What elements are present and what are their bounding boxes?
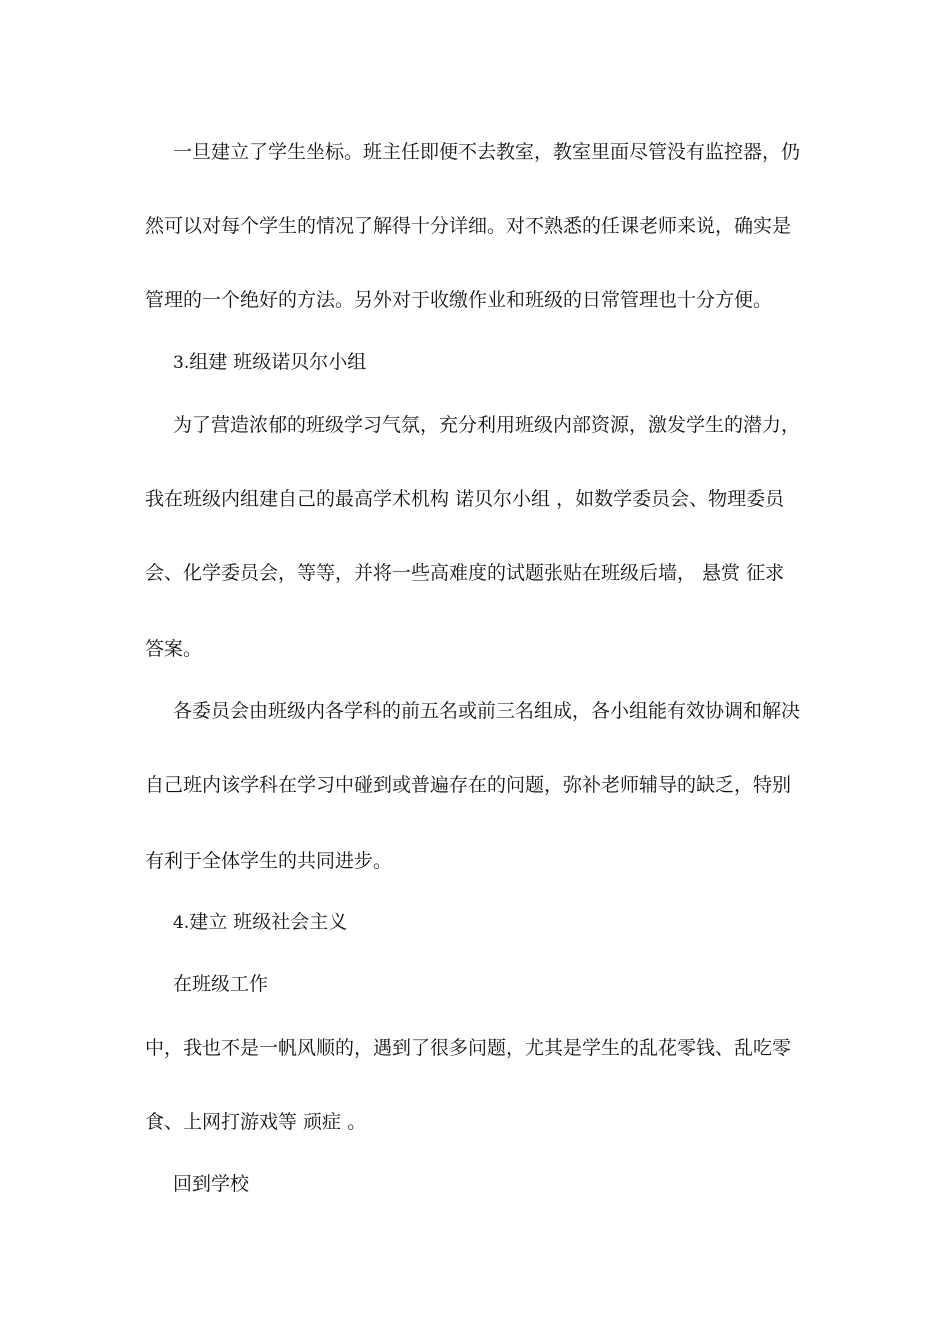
- section-title: 建立 班级社会主义: [189, 911, 348, 933]
- paragraph-line: 会、化学委员会，等等，并将一些高难度的试题张贴在班级后墙， 悬赏 征求: [145, 562, 785, 584]
- paragraph-line: 然可以对每个学生的情况了解得十分详细。对不熟悉的任课老师来说，确实是: [145, 215, 792, 237]
- paragraph-line: 中，我也不是一帆风顺的，遇到了很多问题，尤其是学生的乱花零钱、乱吃零: [145, 1037, 792, 1059]
- section-heading-4: [173, 909, 810, 936]
- paragraph-line: 管理的一个绝好的方法。另外对于收缴作业和班级的日常管理也十分方便。: [145, 289, 773, 311]
- paragraph-line: 一旦建立了学生坐标。班主任即便不去教室，教室里面尽管没有监控器，仍: [173, 141, 801, 163]
- paragraph-line: 在班级工作: [173, 973, 269, 995]
- paragraph-line: 各委员会由班级内各学科的前五名或前三名组成，各小组能有效协调和解决: [173, 700, 801, 722]
- paragraph-line: 为了营造浓郁的班级学习气氛，充分利用班级内部资源，激发学生的潜力，: [173, 414, 801, 436]
- section-number: 4.: [173, 913, 190, 933]
- paragraph-line: 回到学校: [173, 1173, 250, 1195]
- section-number: 3.: [173, 353, 190, 373]
- paragraph-line: 答案。: [145, 638, 203, 660]
- section-heading-3: [173, 349, 810, 376]
- paragraph-line: 食、上网打游戏等 顽症 。: [145, 1111, 367, 1133]
- paragraph-line: 我在班级内组建自己的最高学术机构 诺贝尔小组 ，如数学委员会、物理委员: [145, 488, 785, 510]
- paragraph-line: 有利于全体学生的共同进步。: [145, 850, 393, 872]
- section-title: 组建 班级诺贝尔小组: [189, 351, 367, 373]
- paragraph-line: 自己班内该学科在学习中碰到或普遍存在的问题，弥补老师辅导的缺乏，特别: [145, 774, 792, 796]
